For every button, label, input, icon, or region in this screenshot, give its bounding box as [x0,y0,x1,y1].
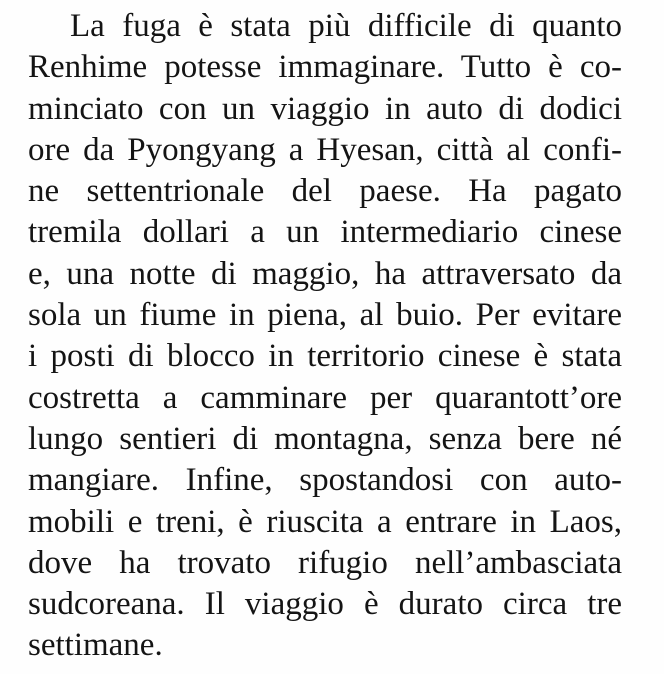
text-line: lungo sentieri di montagna, senza bere né [28,420,622,457]
text-line: sudcoreana. Il viaggio è durato circa tre [28,586,622,623]
article-paragraph [28,0,622,667]
text-line: mangiare. Infine, spostandosi con auto- [28,462,622,499]
text-line: sola un fiume in piena, al buio. Per evitare [28,297,622,334]
text-line: costretta a camminare per quarantott’ore [28,379,622,416]
text-line: dove ha trovato rifugio nell’ambasciata [28,544,622,581]
text-line: Renhime potesse immaginare. Tutto è co- [28,49,622,86]
text-line: minciato con un viaggio in auto di dodici [28,90,622,127]
text-line: La fuga è stata più difficile di quanto [70,8,622,44]
text-line: i posti di blocco in territorio cinese è stata [28,338,622,375]
text-line: settimane. [28,627,163,664]
text-line: tremila dollari a un intermediario cinese [28,214,622,251]
text-line: ne settentrionale del paese. Ha pagato [28,173,622,210]
text-line: mobili e treni, è riuscita a entrare in Laos, [28,503,622,540]
text-line: ore da Pyongyang a Hyesan, città al confi- [28,131,622,168]
text-line: e, una notte di maggio, ha attraversato da [28,255,622,292]
